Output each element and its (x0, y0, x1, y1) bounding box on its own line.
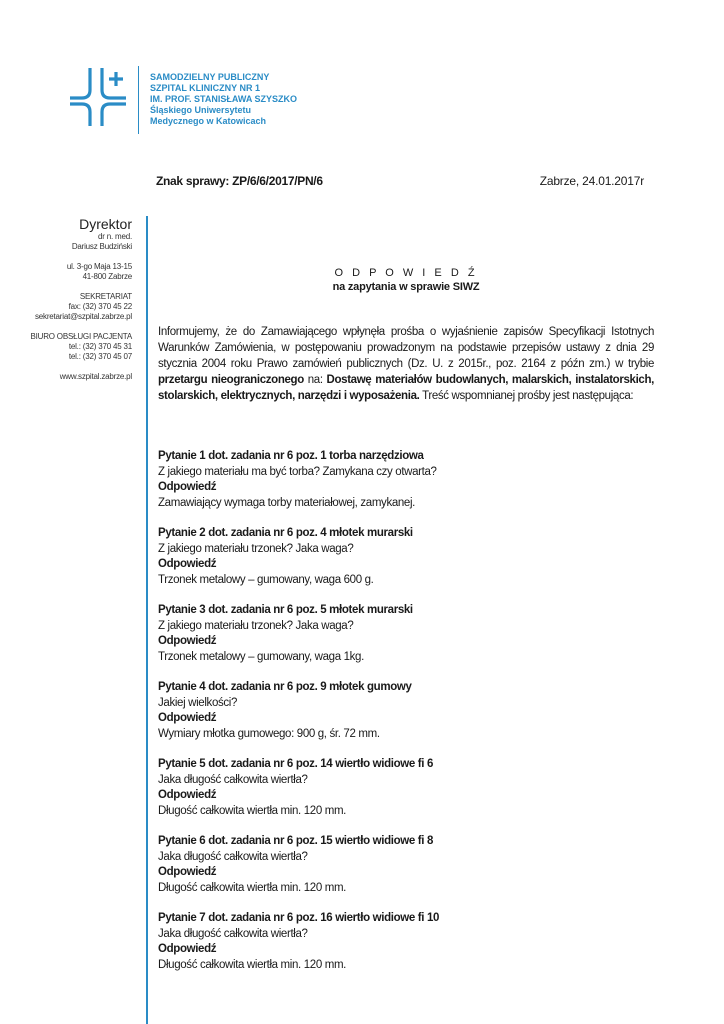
answer-label: Odpowiedź (158, 789, 217, 801)
question-block (158, 911, 658, 973)
intro-text: na: (303, 374, 327, 386)
question-block (158, 603, 658, 665)
answer-text: Trzonek metalowy – gumowany, waga 600 g. (158, 573, 374, 586)
secretariat-label: SEKRETARIAT (79, 292, 132, 301)
question-detail: Z jakiego materiału trzonek? Jaka waga? (158, 619, 354, 632)
question-block (158, 449, 658, 511)
intro-text: Informujemy, że do Zamawiającego wpłynęła prośba o wyjaśnienie zapisów Specyfikacji Istotnych Warunków Zamówienia, w postępowaniu prowadzonym na podstawie przepisów ustawy z dnia 29 stycznia 2004 roku Prawo zamówień publicznych (Dz. U. z 2015r., poz. 2164 z późn zm.) w trybie (158, 326, 654, 370)
answer-text: Długość całkowita wiertła min. 120 mm. (158, 804, 347, 817)
director-title: dr n. med. (97, 232, 132, 241)
question-title: Pytanie 3 dot. zadania nr 6 poz. 5 młotek murarski (158, 604, 413, 616)
question-block (158, 834, 658, 896)
title-line: O D P O W I E D Ź (334, 267, 478, 279)
org-line: SAMODZIELNY PUBLICZNY (150, 72, 270, 82)
logo-divider (138, 66, 139, 134)
case-reference: Znak sprawy: ZP/6/6/2017/PN/6 (156, 174, 323, 188)
director-role: Dyrektor (79, 216, 132, 232)
hospital-cross-logo (68, 66, 128, 128)
question-title: Pytanie 5 dot. zadania nr 6 poz. 14 wiertło widiowe fi 6 (158, 758, 433, 770)
fax-number: fax: (32) 370 45 22 (68, 302, 132, 311)
answer-label: Odpowiedź (158, 481, 217, 493)
question-detail: Jaka długość całkowita wiertła? (158, 927, 308, 940)
patient-office-label: BIURO OBSŁUGI PACJENTA (30, 332, 132, 341)
sidebar-divider (146, 216, 148, 1024)
sidebar-contact (0, 216, 132, 382)
answer-text: Długość całkowita wiertła min. 120 mm. (158, 958, 347, 971)
answer-label: Odpowiedź (158, 943, 217, 955)
question-detail: Z jakiego materiału trzonek? Jaka waga? (158, 542, 354, 555)
organization-name (150, 72, 297, 127)
org-line: SZPITAL KLINICZNY NR 1 (150, 83, 261, 93)
answer-text: Zamawiający wymaga torby materiałowej, zamykanej. (158, 496, 416, 509)
org-line: Śląskiego Uniwersytetu (150, 105, 252, 115)
question-detail: Z jakiego materiału ma być torba? Zamykana czy otwarta? (158, 465, 437, 478)
document-title (158, 266, 654, 294)
answer-label: Odpowiedź (158, 712, 217, 724)
intro-text: Treść wspomnianej prośby jest następująca: (419, 390, 634, 402)
question-title: Pytanie 4 dot. zadania nr 6 poz. 9 młotek gumowy (158, 681, 412, 693)
phone-number: tel.: (32) 370 45 07 (68, 352, 132, 361)
website: www.szpital.zabrze.pl (59, 372, 132, 381)
answer-text: Trzonek metalowy – gumowany, waga 1kg. (158, 650, 364, 663)
org-line: IM. PROF. STANISŁAWA SZYSZKO (150, 94, 298, 104)
question-title: Pytanie 6 dot. zadania nr 6 poz. 15 wiertło widiowe fi 8 (158, 835, 433, 847)
answer-label: Odpowiedź (158, 866, 217, 878)
document-date: Zabrze, 24.01.2017r (539, 174, 644, 188)
question-title: Pytanie 2 dot. zadania nr 6 poz. 4 młotek murarski (158, 527, 413, 539)
question-block (158, 526, 658, 588)
org-line: Medycznego w Katowicach (150, 116, 267, 126)
intro-paragraph (158, 324, 654, 404)
tender-mode: przetargu nieograniczonego (158, 374, 304, 386)
answer-text: Długość całkowita wiertła min. 120 mm. (158, 881, 347, 894)
question-detail: Jaka długość całkowita wiertła? (158, 773, 308, 786)
phone-number: tel.: (32) 370 45 31 (68, 342, 132, 351)
address-line: 41-800 Zabrze (82, 272, 132, 281)
director-name: Dariusz Budziński (71, 242, 132, 251)
answer-label: Odpowiedź (158, 558, 217, 570)
question-detail: Jakiej wielkości? (158, 696, 238, 709)
question-block (158, 680, 658, 742)
email-address: sekretariat@szpital.zabrze.pl (34, 312, 132, 321)
tender-subject: Dostawę materiałów budowlanych, malarskich, instalatorskich, stolarskich, elektrycznych, narzędzi i wyposażenia. (158, 374, 654, 402)
subtitle-line: na zapytania w sprawie SIWZ (332, 281, 480, 293)
answer-text: Wymiary młotka gumowego: 900 g, śr. 72 mm. (158, 727, 380, 740)
question-title: Pytanie 7 dot. zadania nr 6 poz. 16 wiertło widiowe fi 10 (158, 912, 440, 924)
question-block (158, 757, 658, 819)
address-line: ul. 3-go Maja 13-15 (66, 262, 132, 271)
answer-label: Odpowiedź (158, 635, 217, 647)
question-detail: Jaka długość całkowita wiertła? (158, 850, 308, 863)
question-title: Pytanie 1 dot. zadania nr 6 poz. 1 torba narzędziowa (158, 450, 424, 462)
